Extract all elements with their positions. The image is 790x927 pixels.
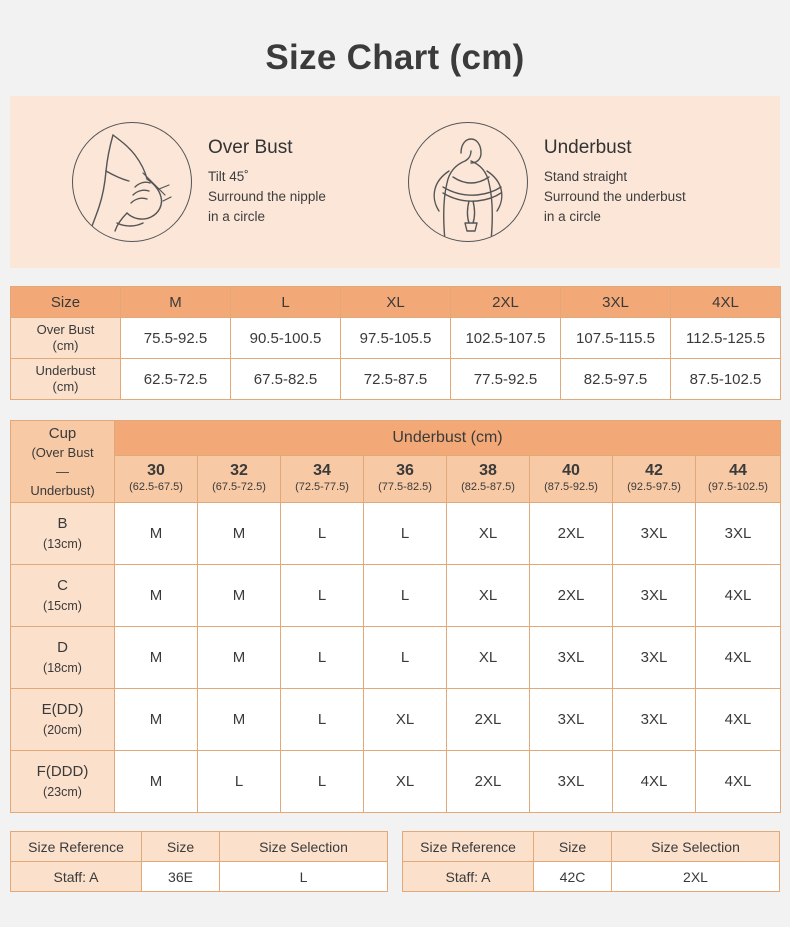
over-bust-line-2: Surround the nipple xyxy=(208,189,326,204)
row-head-cup-e xyxy=(11,689,115,751)
row-head-underbust xyxy=(11,359,121,400)
cell-e-34: L xyxy=(281,689,364,751)
cell-underbust-3xl: 82.5-97.5 xyxy=(561,359,671,400)
group-header-underbust: Underbust (cm) xyxy=(115,421,781,456)
reference-table-left xyxy=(10,831,388,892)
ref-right-selection: 2XL xyxy=(612,862,780,892)
col-head-30 xyxy=(115,456,198,503)
cell-overbust-3xl: 107.5-115.5 xyxy=(561,318,671,359)
col-head-36-number: 36 xyxy=(396,462,414,479)
underbust-line-1: Stand straight xyxy=(543,169,628,184)
cell-f-34: L xyxy=(281,751,364,813)
cell-d-34: L xyxy=(281,627,364,689)
table-row-header xyxy=(11,287,781,318)
row-head-cup-c xyxy=(11,565,115,627)
corner-line-3: — xyxy=(56,463,69,479)
underbust-line-3: in a circle xyxy=(543,209,601,224)
ref-right-head-reference: Size Reference xyxy=(403,832,534,862)
ref-right-head-selection: Size Selection xyxy=(612,832,780,862)
cell-underbust-l: 67.5-82.5 xyxy=(231,359,341,400)
ref-left-head-selection: Size Selection xyxy=(220,832,388,862)
cell-overbust-2xl: 102.5-107.5 xyxy=(451,318,561,359)
table-row-header xyxy=(11,456,781,503)
table-row-header xyxy=(11,832,388,862)
corner-line-4: Underbust) xyxy=(30,482,95,498)
col-head-40 xyxy=(530,456,613,503)
cell-f-44: 4XL xyxy=(696,751,781,813)
corner-line-2: (Over Bust xyxy=(31,444,94,460)
cell-b-36: L xyxy=(364,503,447,565)
col-head-42-range: (92.5-97.5) xyxy=(627,481,681,493)
ref-left-size: 36E xyxy=(142,862,220,892)
measurement-banner xyxy=(10,96,780,268)
cell-underbust-m: 62.5-72.5 xyxy=(121,359,231,400)
page-title: Size Chart (cm) xyxy=(265,38,525,77)
underbust-measure-icon xyxy=(408,122,528,242)
row-head-cup-d xyxy=(11,627,115,689)
table-row xyxy=(11,862,388,892)
row-head-cup-f-label: F(DDD) xyxy=(36,762,89,780)
col-head-38-number: 38 xyxy=(479,462,497,479)
row-head-over-bust xyxy=(11,318,121,359)
ref-right-head-size: Size xyxy=(534,832,612,862)
cell-overbust-4xl: 112.5-125.5 xyxy=(671,318,781,359)
cell-f-42: 4XL xyxy=(613,751,696,813)
table-row xyxy=(11,689,781,751)
col-head-44 xyxy=(696,456,781,503)
row-head-cup-e-sub: (20cm) xyxy=(43,722,82,737)
ref-left-head-reference: Size Reference xyxy=(11,832,142,862)
row-head-underbust-unit: (cm) xyxy=(52,379,79,394)
size-range-table-wrapper xyxy=(10,286,780,400)
col-head-44-range: (97.5-102.5) xyxy=(708,481,768,493)
cell-f-40: 3XL xyxy=(530,751,613,813)
over-bust-line-3: in a circle xyxy=(208,209,266,224)
col-head-m: M xyxy=(121,287,231,318)
cell-c-40: 2XL xyxy=(530,565,613,627)
cell-overbust-l: 90.5-100.5 xyxy=(231,318,341,359)
cell-b-44: 3XL xyxy=(696,503,781,565)
underbust-heading: Underbust xyxy=(543,137,632,158)
table-row xyxy=(11,359,781,400)
col-head-32-range: (67.5-72.5) xyxy=(212,481,266,493)
col-head-4xl: 4XL xyxy=(671,287,781,318)
cell-c-32: M xyxy=(198,565,281,627)
row-head-cup-b-label: B xyxy=(57,514,68,532)
col-head-36-range: (77.5-82.5) xyxy=(378,481,432,493)
ref-left-head-size: Size xyxy=(142,832,220,862)
col-head-32-number: 32 xyxy=(230,462,248,479)
cell-f-32: L xyxy=(198,751,281,813)
col-head-2xl: 2XL xyxy=(451,287,561,318)
cell-underbust-xl: 72.5-87.5 xyxy=(341,359,451,400)
col-head-size: Size xyxy=(11,287,121,318)
table-row xyxy=(11,751,781,813)
corner-line-1: Cup xyxy=(48,424,77,442)
table-row xyxy=(11,318,781,359)
cell-b-34: L xyxy=(281,503,364,565)
cell-d-44: 4XL xyxy=(696,627,781,689)
row-head-cup-f xyxy=(11,751,115,813)
cell-c-44: 4XL xyxy=(696,565,781,627)
col-head-34 xyxy=(281,456,364,503)
col-head-42-number: 42 xyxy=(645,462,663,479)
cell-underbust-2xl: 77.5-92.5 xyxy=(451,359,561,400)
row-head-cup-f-sub: (23cm) xyxy=(43,784,82,799)
cell-b-30: M xyxy=(115,503,198,565)
cell-d-38: XL xyxy=(447,627,530,689)
over-bust-text xyxy=(208,137,326,227)
ref-right-size: 42C xyxy=(534,862,612,892)
cell-overbust-m: 75.5-92.5 xyxy=(121,318,231,359)
cell-d-32: M xyxy=(198,627,281,689)
row-head-cup-e-label: E(DD) xyxy=(41,700,84,718)
row-head-cup-b xyxy=(11,503,115,565)
cell-e-38: 2XL xyxy=(447,689,530,751)
cup-size-table-wrapper xyxy=(10,420,780,813)
col-head-32 xyxy=(198,456,281,503)
col-head-40-range: (87.5-92.5) xyxy=(544,481,598,493)
cell-d-42: 3XL xyxy=(613,627,696,689)
over-bust-line-1: Tilt 45˚ xyxy=(208,169,249,184)
over-bust-measure-icon xyxy=(72,122,192,242)
cell-e-44: 4XL xyxy=(696,689,781,751)
col-head-38 xyxy=(447,456,530,503)
col-head-34-range: (72.5-77.5) xyxy=(295,481,349,493)
col-head-40-number: 40 xyxy=(562,462,580,479)
underbust-block xyxy=(408,122,686,242)
col-head-44-number: 44 xyxy=(729,462,747,479)
row-head-cup-c-sub: (15cm) xyxy=(43,598,82,613)
cell-b-40: 2XL xyxy=(530,503,613,565)
reference-tables-row xyxy=(10,831,780,892)
cup-size-table xyxy=(10,420,781,813)
col-head-30-number: 30 xyxy=(147,462,165,479)
row-head-cup-c-label: C xyxy=(57,576,68,594)
reference-table-right xyxy=(402,831,780,892)
table-row xyxy=(11,503,781,565)
col-head-3xl: 3XL xyxy=(561,287,671,318)
ref-left-staff: Staff: A xyxy=(11,862,142,892)
underbust-line-2: Surround the underbust xyxy=(543,189,686,204)
col-head-l: L xyxy=(231,287,341,318)
cell-c-36: L xyxy=(364,565,447,627)
row-head-underbust-label: Underbust xyxy=(35,363,96,378)
cell-b-32: M xyxy=(198,503,281,565)
cell-e-40: 3XL xyxy=(530,689,613,751)
cell-f-36: XL xyxy=(364,751,447,813)
cell-d-30: M xyxy=(115,627,198,689)
row-head-cup-d-sub: (18cm) xyxy=(43,660,82,675)
col-head-xl: XL xyxy=(341,287,451,318)
col-head-38-range: (82.5-87.5) xyxy=(461,481,515,493)
cell-c-34: L xyxy=(281,565,364,627)
row-head-cup-b-sub: (13cm) xyxy=(43,536,82,551)
table-row xyxy=(11,565,781,627)
size-range-table xyxy=(10,286,781,400)
col-head-42 xyxy=(613,456,696,503)
over-bust-heading: Over Bust xyxy=(208,137,293,158)
cell-e-32: M xyxy=(198,689,281,751)
underbust-text xyxy=(544,137,686,227)
cell-e-36: XL xyxy=(364,689,447,751)
table-row-header xyxy=(403,832,780,862)
corner-header-cup xyxy=(11,421,115,503)
cell-e-42: 3XL xyxy=(613,689,696,751)
col-head-36 xyxy=(364,456,447,503)
cell-b-42: 3XL xyxy=(613,503,696,565)
cell-d-36: L xyxy=(364,627,447,689)
ref-left-selection: L xyxy=(220,862,388,892)
row-head-over-bust-unit: (cm) xyxy=(52,338,79,353)
col-head-34-number: 34 xyxy=(313,462,331,479)
cell-underbust-4xl: 87.5-102.5 xyxy=(671,359,781,400)
table-row xyxy=(403,862,780,892)
cell-c-30: M xyxy=(115,565,198,627)
cell-overbust-xl: 97.5-105.5 xyxy=(341,318,451,359)
table-row-group-header xyxy=(11,421,781,456)
col-head-30-range: (62.5-67.5) xyxy=(129,481,183,493)
row-head-over-bust-label: Over Bust xyxy=(36,322,95,337)
ref-right-staff: Staff: A xyxy=(403,862,534,892)
cell-f-38: 2XL xyxy=(447,751,530,813)
over-bust-block xyxy=(72,122,326,242)
cell-b-38: XL xyxy=(447,503,530,565)
cell-c-42: 3XL xyxy=(613,565,696,627)
row-head-cup-d-label: D xyxy=(57,638,68,656)
cell-f-30: M xyxy=(115,751,198,813)
cell-c-38: XL xyxy=(447,565,530,627)
cell-d-40: 3XL xyxy=(530,627,613,689)
cell-e-30: M xyxy=(115,689,198,751)
table-row xyxy=(11,627,781,689)
